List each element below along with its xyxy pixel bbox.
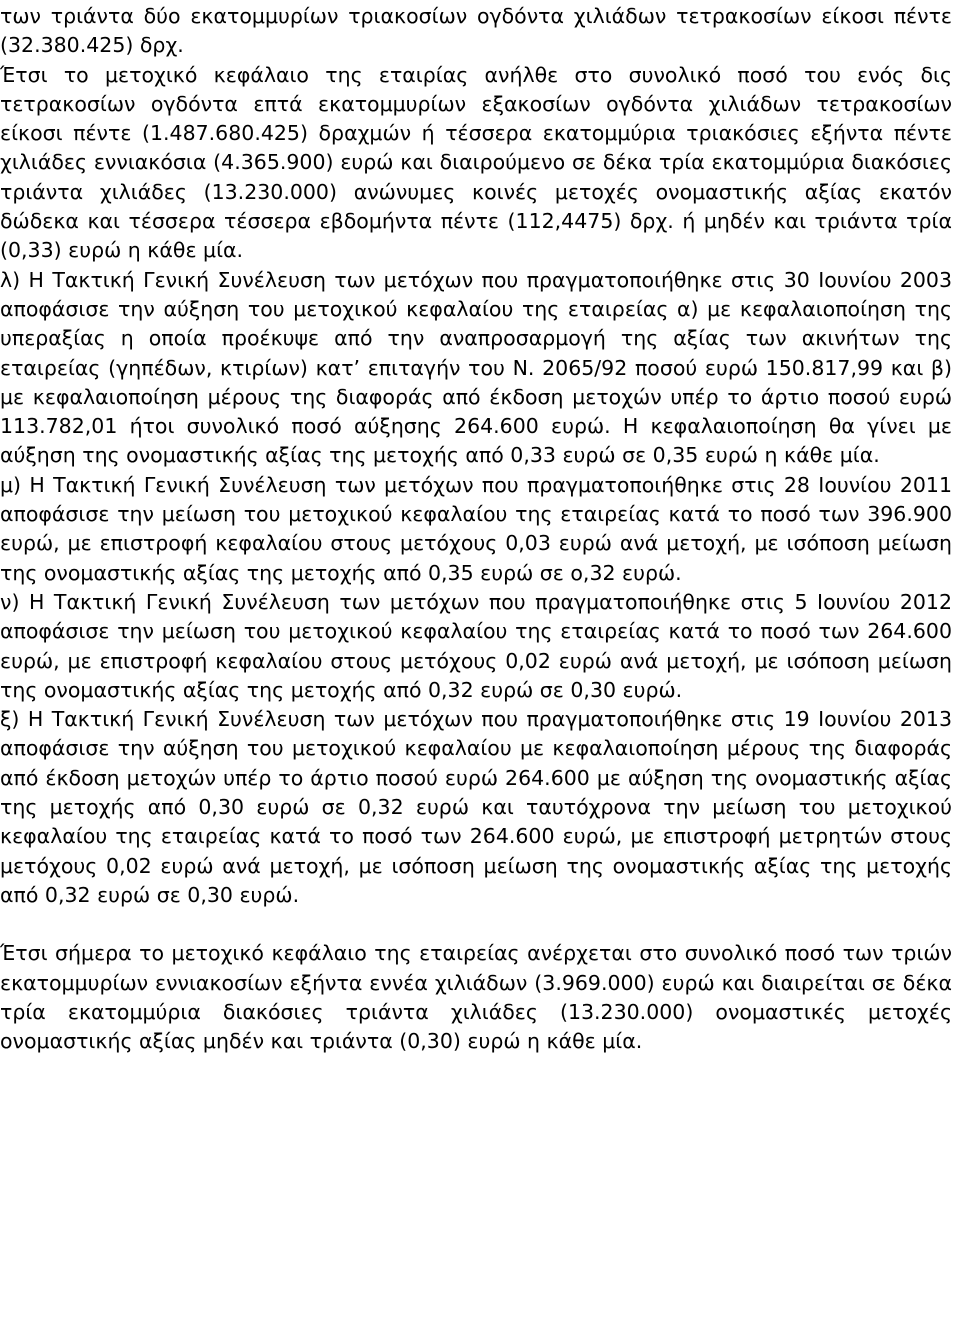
paragraph-item-lambda: λ) Η Τακτική Γενική Συνέλευση των μετόχων που πραγματοποιήθηκε στις 30 Ιουνίου 2003 αποφάσισε την αύξηση του μετοχικού κεφαλαίου της εταιρείας α) με κεφαλαιοποίηση της υπεραξίας η οποία προέκυψε από την αναπροσαρμογή της αξίας των ακινήτων της εταιρείας (γηπέδων, κτιρίων) κατ’ επιταγήν του Ν. 2065/92 ποσού ευρώ 150.817,99 και β) με κεφαλαιοποίηση μέρους της διαφοράς από έκδοση μετοχών υπέρ το άρτιο ποσού ευρώ 113.782,01 ήτοι συνολικό ποσό αύξησης 264.600 ευρώ. Η κεφαλαιοποίηση θα γίνει με αύξηση της ονομαστικής αξίας της μετοχής από 0,33 ευρώ σε 0,35 ευρώ η κάθε μία. — [0, 267, 952, 468]
paragraph-current-share-capital: Έτσι σήμερα το μετοχικό κεφάλαιο της εταιρείας ανέρχεται στο συνολικό ποσό των τριών εκατομμυρίων εννιακοσίων εξήντα εννέα χιλιάδων (3.969.000) ευρώ και διαιρείται σε δέκα τρία εκατομμύρια διακόσιες τριάντα χιλιάδες (13.230.000) ονομαστικές μετοχές ονομαστικής αξίας μηδέν και τριάντα (0,30) ευρώ η κάθε μία. — [0, 941, 952, 1054]
paragraph-item-nu: ν) Η Τακτική Γενική Συνέλευση των μετόχων που πραγματοποιήθηκε στις 5 Ιουνίου 2012 αποφάσισε την μείωση του μετοχικού κεφαλαίου της εταιρείας κατά το ποσό των 264.600 ευρώ, με επιστροφή κεφαλαίου στους μετόχους 0,02 ευρώ ανά μετοχή, με ισόποση μείωση της ονομαστικής αξίας της μετοχής από 0,32 ευρώ σε 0,30 ευρώ. — [0, 589, 952, 702]
paragraph-capital-drachmas-continued: των τριάντα δύο εκατομμυρίων τριακοσίων ογδόντα χιλιάδων τετρακοσίων είκοσι πέντε (32.380.425) δρχ. — [0, 4, 952, 58]
paragraph-item-xi: ξ) Η Τακτική Γενική Συνέλευση των μετόχων που πραγματοποιήθηκε στις 19 Ιουνίου 2013 αποφάσισε την αύξηση του μετοχικού κεφαλαίου με κεφαλαιοποίηση μέρους της διαφοράς από έκδοση μετοχών υπέρ το άρτιο ποσού ευρώ 264.600 με αύξηση της ονομαστικής αξίας της μετοχής από 0,30 ευρώ σε 0,32 ευρώ και ταυτόχρονα την μείωση του μετοχικού κεφαλαίου της εταιρείας κατά το ποσό των 264.600 ευρώ, με επιστροφή μετρητών στους μετόχους 0,02 ευρώ ανά μετοχή, με ισόποση μείωση της ονομαστικής αξίας της μετοχής από 0,32 ευρώ σε 0,30 ευρώ. — [0, 707, 952, 907]
paragraph-item-mu: μ) Η Τακτική Γενική Συνέλευση των μετόχων που πραγματοποιήθηκε στις 28 Ιουνίου 2011 αποφάσισε την μείωση του μετοχικού κεφαλαίου της εταιρείας κατά το ποσό των 396.900 ευρώ, με επιστροφή κεφαλαίου στους μετόχους 0,03 ευρώ ανά μετοχή, με ισόποση μείωση της ονομαστικής αξίας της μετοχής από 0,35 ευρώ σε ο,32 ευρώ. — [0, 472, 952, 585]
paragraph-total-share-capital: Έτσι το μετοχικό κεφάλαιο της εταιρίας ανήλθε στο συνολικό ποσό του ενός δις τετρακοσίων ογδόντα επτά εκατομμυρίων εξακοσίων ογδόντα χιλιάδων τετρακοσίων είκοσι πέντε (1.487.680.425) δραχμών ή τέσσερα εκατομμύρια τριακόσιες εξήντα πέντε χιλιάδες εννιακόσια (4.365.900) ευρώ και διαιρούμενο σε δέκα τρία εκατομμύρια διακόσιες τριάντα χιλιάδες (13.230.000) ανώνυμες κοινές μετοχές ονομαστικής αξίας εκατόν δώδεκα και τέσσερα τέσσερα εβδομήντα πέντε (112,4475) δρχ. ή μηδέν και τριάντα τρία (0,33) ευρώ η κάθε μία. — [0, 62, 952, 263]
